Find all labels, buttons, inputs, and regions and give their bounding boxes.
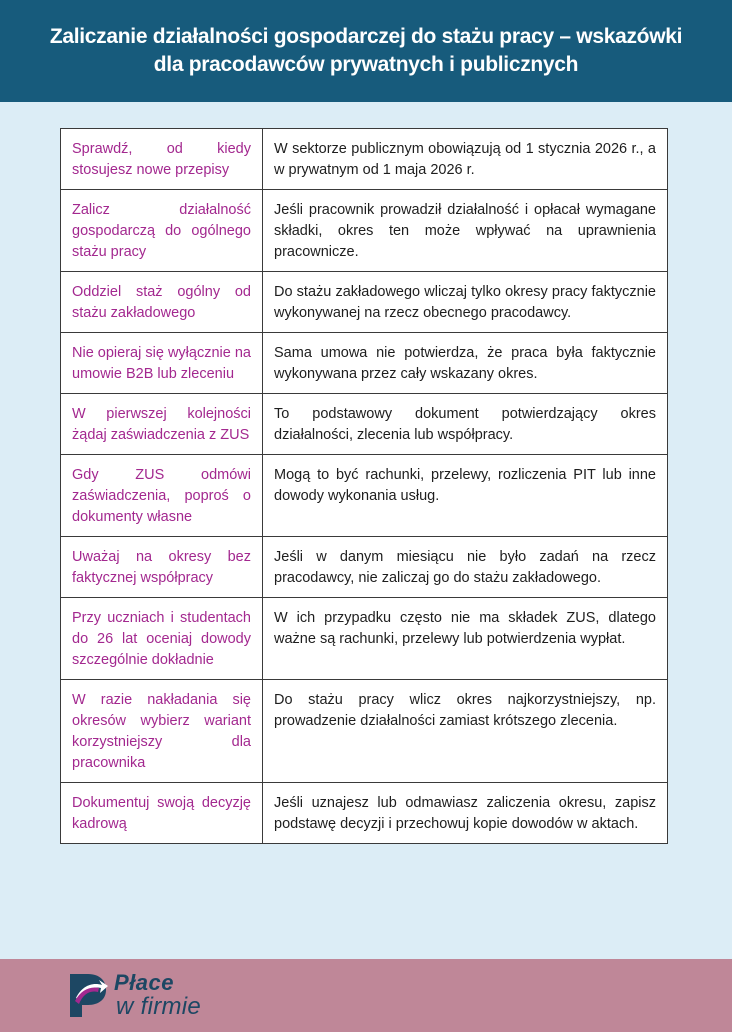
table-row — [61, 190, 668, 272]
row-description: Do stażu zakładowego wliczaj tylko okresy pracy faktycznie wykonywanej na rzecz obecnego pracodawcy. — [263, 272, 668, 333]
row-heading: Gdy ZUS odmówi zaświadczenia, poproś o dokumenty własne — [61, 455, 263, 537]
row-heading: Dokumentuj swoją decyzję kadrową — [61, 783, 263, 844]
row-heading: Przy uczniach i studentach do 26 lat oceniaj dowody szczególnie dokładnie — [61, 598, 263, 680]
table-row — [61, 537, 668, 598]
table-row — [61, 272, 668, 333]
row-description: Jeśli pracownik prowadził działalność i opłacał wymagane składki, okres ten może wpływać na uprawnienia pracownicze. — [263, 190, 668, 272]
row-heading: W pierwszej kolejności żądaj zaświadczenia z ZUS — [61, 394, 263, 455]
row-description: Jeśli w danym miesiącu nie było zadań na rzecz pracodawcy, nie zaliczaj go do stażu zakładowego. — [263, 537, 668, 598]
brand-logo — [66, 968, 236, 1024]
table-row — [61, 680, 668, 783]
logo-text-line1: Płace — [114, 970, 174, 995]
table-row — [61, 394, 668, 455]
page-title: Zaliczanie działalności gospodarczej do stażu pracy – wskazówki dla pracodawców prywatnych i publicznych — [49, 25, 683, 76]
row-heading: W razie nakładania się okresów wybierz wariant korzystniejszy dla pracownika — [61, 680, 263, 783]
table-row — [61, 455, 668, 537]
guidance-table-body — [61, 129, 668, 844]
row-description: Mogą to być rachunki, przelewy, rozliczenia PIT lub inne dowody wykonania usług. — [263, 455, 668, 537]
row-heading: Oddziel staż ogólny od stażu zakładowego — [61, 272, 263, 333]
row-description: Jeśli uznajesz lub odmawiasz zaliczenia okresu, zapisz podstawę decyzji i przechowuj kopie dowodów w aktach. — [263, 783, 668, 844]
logo-mark-icon — [66, 968, 110, 1020]
page-header — [0, 0, 732, 102]
table-row — [61, 333, 668, 394]
table-row — [61, 129, 668, 190]
guidance-table — [60, 128, 668, 844]
row-heading: Nie opieraj się wyłącznie na umowie B2B lub zleceniu — [61, 333, 263, 394]
row-description: W ich przypadku często nie ma składek ZUS, dlatego ważne są rachunki, przelewy lub potwierdzenia wypłat. — [263, 598, 668, 680]
logo-text-line2: w firmie — [116, 993, 202, 1020]
row-description: To podstawowy dokument potwierdzający okres działalności, zlecenia lub współpracy. — [263, 394, 668, 455]
row-heading: Uważaj na okresy bez faktycznej współpracy — [61, 537, 263, 598]
table-row — [61, 598, 668, 680]
row-heading: Sprawdź, od kiedy stosujesz nowe przepisy — [61, 129, 263, 190]
row-heading: Zalicz działalność gospodarczą do ogólnego stażu pracy — [61, 190, 263, 272]
guidance-table-container — [60, 128, 668, 844]
row-description: Do stażu pracy wlicz okres najkorzystniejszy, np. prowadzenie działalności zamiast krótszego zlecenia. — [263, 680, 668, 783]
row-description: W sektorze publicznym obowiązują od 1 stycznia 2026 r., a w prywatnym od 1 maja 2026 r. — [263, 129, 668, 190]
table-row — [61, 783, 668, 844]
row-description: Sama umowa nie potwierdza, że praca była faktycznie wykonywana przez cały wskazany okres. — [263, 333, 668, 394]
